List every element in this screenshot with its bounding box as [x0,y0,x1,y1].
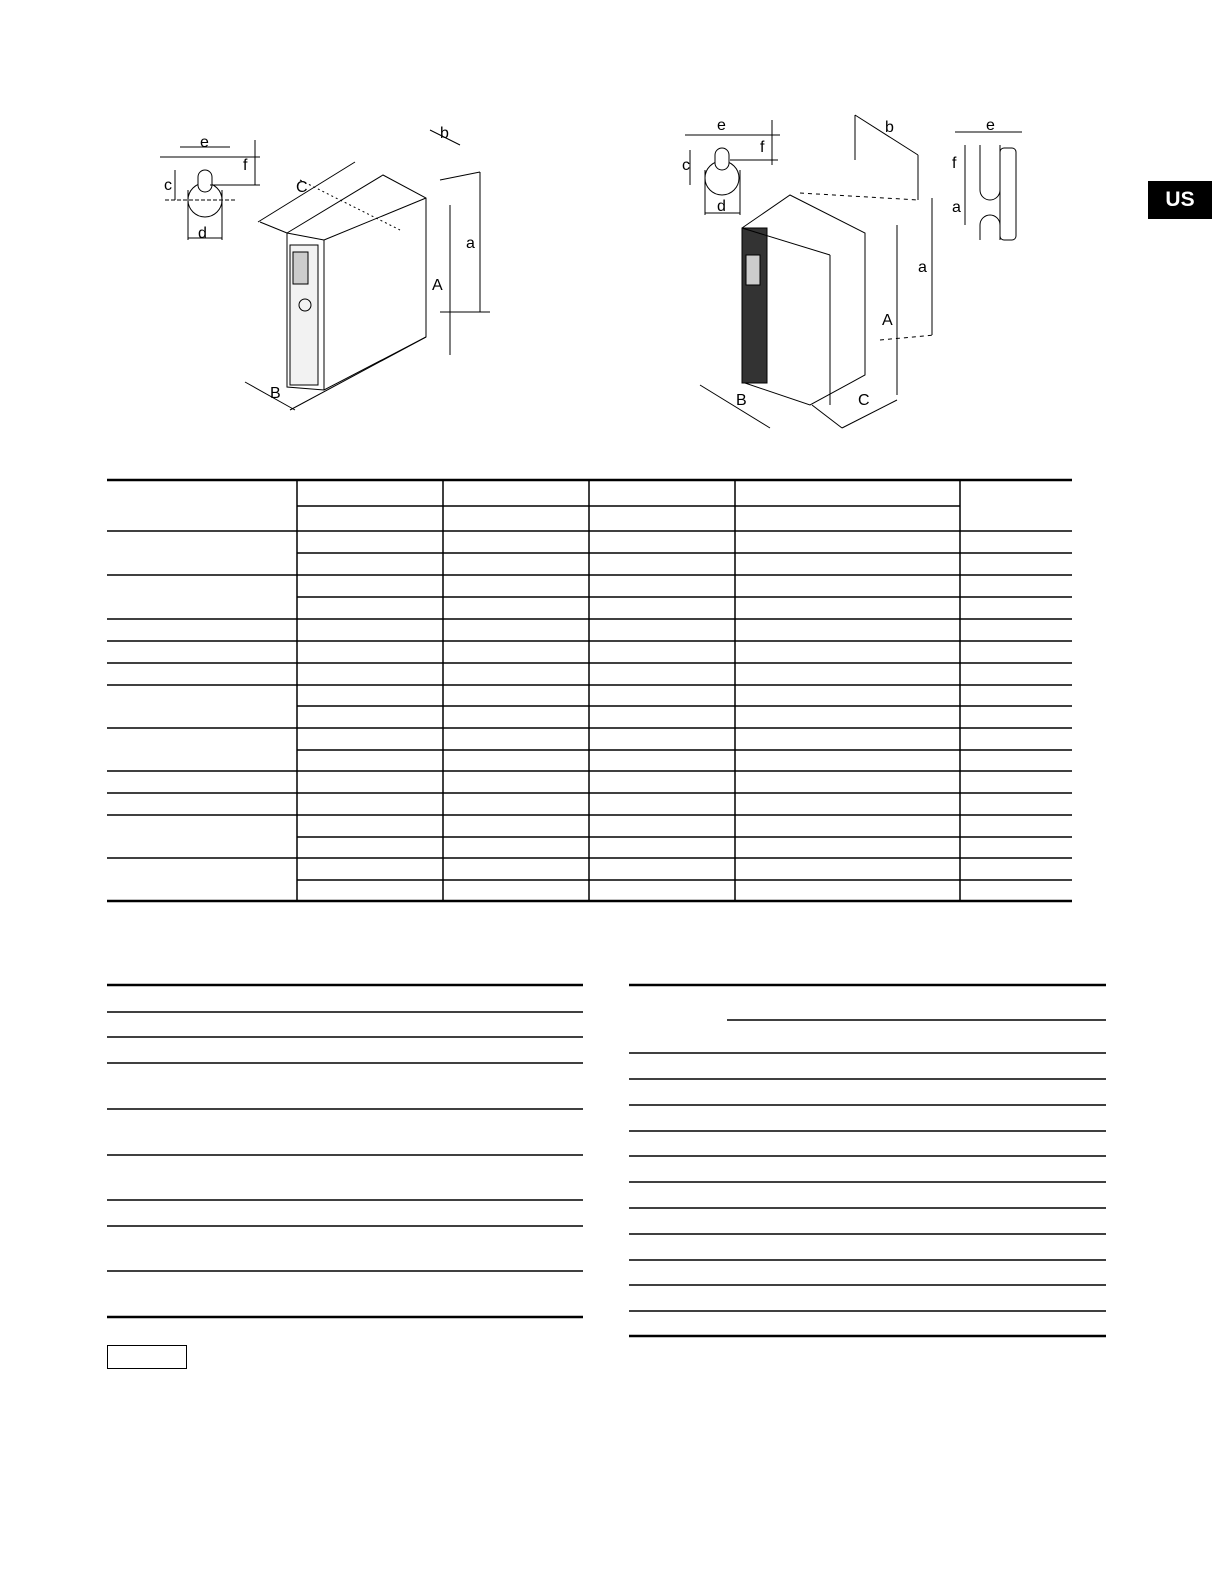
dim-label-e: e [717,117,726,134]
dim-label-B: B [270,385,281,402]
table-rules [107,480,1106,1336]
dim-label-d: d [198,225,207,242]
dim-label-C: C [296,179,308,196]
dim-label-c: c [682,157,690,174]
dim-label-f: f [760,139,765,156]
dim-label-b: b [885,119,894,136]
dim-label-a2: a [952,199,961,216]
dim-label-A: A [882,312,893,329]
drive-unit-large [700,115,935,428]
dim-label-f: f [243,157,248,174]
dim-label-B: B [736,392,747,409]
dim-label-a: a [466,235,475,252]
dim-label-e2: e [986,117,995,134]
dim-label-C: C [858,392,870,409]
dim-label-d: d [717,198,726,215]
note-box [107,1345,187,1369]
keyhole-detail-left [160,140,260,240]
slot-detail-right [955,132,1022,240]
dim-label-b: b [440,125,449,142]
keyhole-detail-right [685,120,780,215]
language-tab-us[interactable]: US [1148,181,1212,219]
dim-label-A: A [432,277,443,294]
dim-label-f2: f [952,155,957,172]
drive-unit-small [245,130,490,410]
dim-label-e: e [200,134,209,151]
dim-label-c: c [164,177,172,194]
dim-label-a: a [918,259,927,276]
